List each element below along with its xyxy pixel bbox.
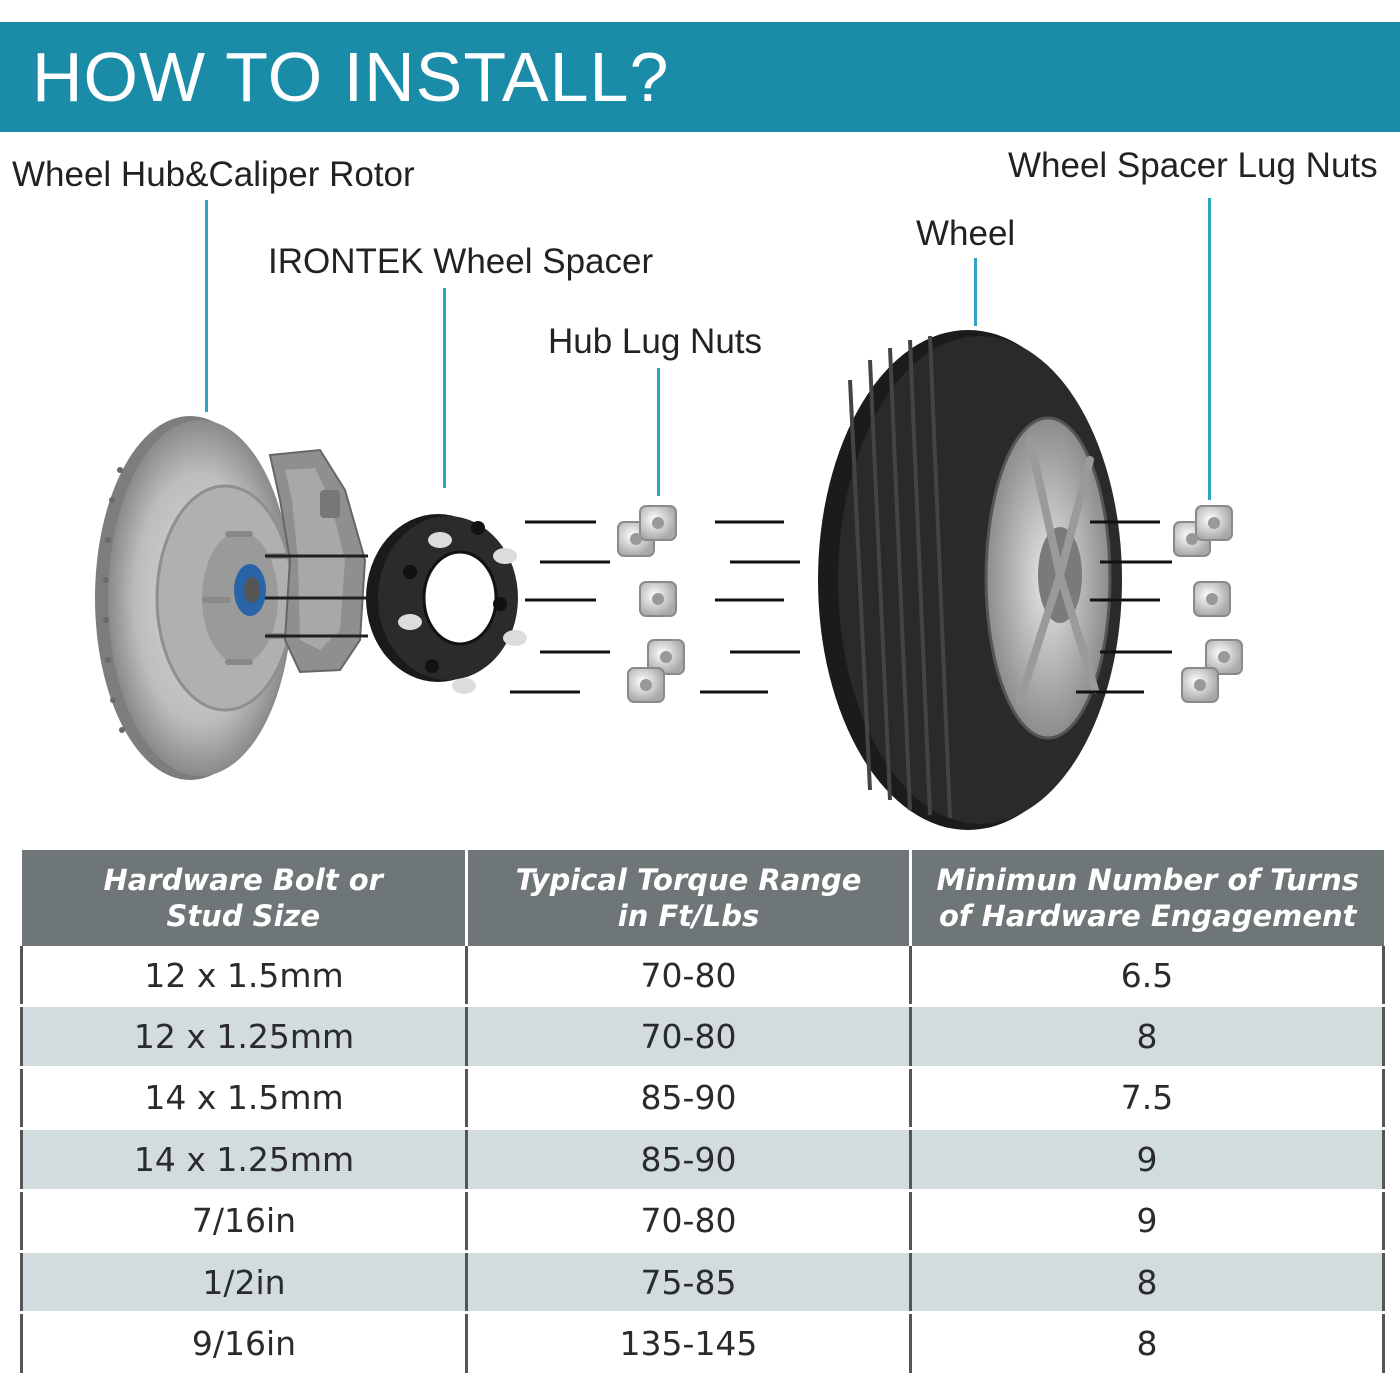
table-row	[22, 1129, 1384, 1190]
cell-size: 14 x 1.5mm	[22, 1067, 467, 1128]
cell-torque: 85-90	[467, 1129, 911, 1190]
wheel-spacer-icon	[366, 514, 527, 694]
header-torque-line1: Typical Torque Range	[515, 863, 862, 897]
header-turns-line1: Minimun Number of Turns	[936, 863, 1359, 897]
cell-size: 12 x 1.5mm	[22, 946, 467, 1006]
cell-size: 1/2in	[22, 1251, 467, 1312]
header-torque-range	[467, 850, 911, 946]
header-torque-line2: in Ft/Lbs	[617, 899, 760, 933]
table-row	[22, 1006, 1384, 1067]
cell-turns: 8	[911, 1251, 1384, 1312]
cell-turns: 7.5	[911, 1067, 1384, 1128]
cell-size: 7/16in	[22, 1190, 467, 1251]
header-turns-line2: of Hardware Engagement	[938, 899, 1357, 933]
cell-turns: 6.5	[911, 946, 1384, 1006]
cell-turns: 9	[911, 1190, 1384, 1251]
table-row	[22, 1251, 1384, 1312]
cell-turns: 8	[911, 1313, 1384, 1374]
label-hub-lug-nuts: Hub Lug Nuts	[548, 322, 763, 361]
page-title: HOW TO INSTALL?	[32, 38, 670, 116]
header-bolt-size	[22, 850, 467, 946]
cell-torque: 85-90	[467, 1067, 911, 1128]
cell-turns: 9	[911, 1129, 1384, 1190]
label-wheel: Wheel	[916, 214, 1016, 253]
hub-lug-nuts-group	[510, 506, 800, 702]
header-min-turns	[911, 850, 1384, 946]
torque-spec-table	[20, 850, 1385, 1376]
cell-torque: 75-85	[467, 1251, 911, 1312]
label-wheel-spacer: IRONTEK Wheel Spacer	[268, 242, 654, 281]
brake-rotor-icon	[95, 416, 293, 780]
cell-turns: 8	[911, 1006, 1384, 1067]
header-bolt-size-line2: Stud Size	[166, 899, 321, 933]
label-spacer-lug-nuts: Wheel Spacer Lug Nuts	[1008, 146, 1378, 185]
cell-torque: 135-145	[467, 1313, 911, 1374]
cell-torque: 70-80	[467, 946, 911, 1006]
header-bolt-size-line1: Hardware Bolt or	[103, 863, 383, 897]
wheel-tire-icon	[818, 330, 1122, 830]
table-row	[22, 946, 1384, 1006]
cell-size: 9/16in	[22, 1313, 467, 1374]
cell-size: 14 x 1.25mm	[22, 1129, 467, 1190]
table-row	[22, 1067, 1384, 1128]
cell-torque: 70-80	[467, 1006, 911, 1067]
label-hub-rotor: Wheel Hub&Caliper Rotor	[12, 155, 415, 194]
table-header-row	[22, 850, 1384, 946]
table-row	[22, 1190, 1384, 1251]
cell-size: 12 x 1.25mm	[22, 1006, 467, 1067]
table-row	[22, 1313, 1384, 1374]
cell-torque: 70-80	[467, 1190, 911, 1251]
